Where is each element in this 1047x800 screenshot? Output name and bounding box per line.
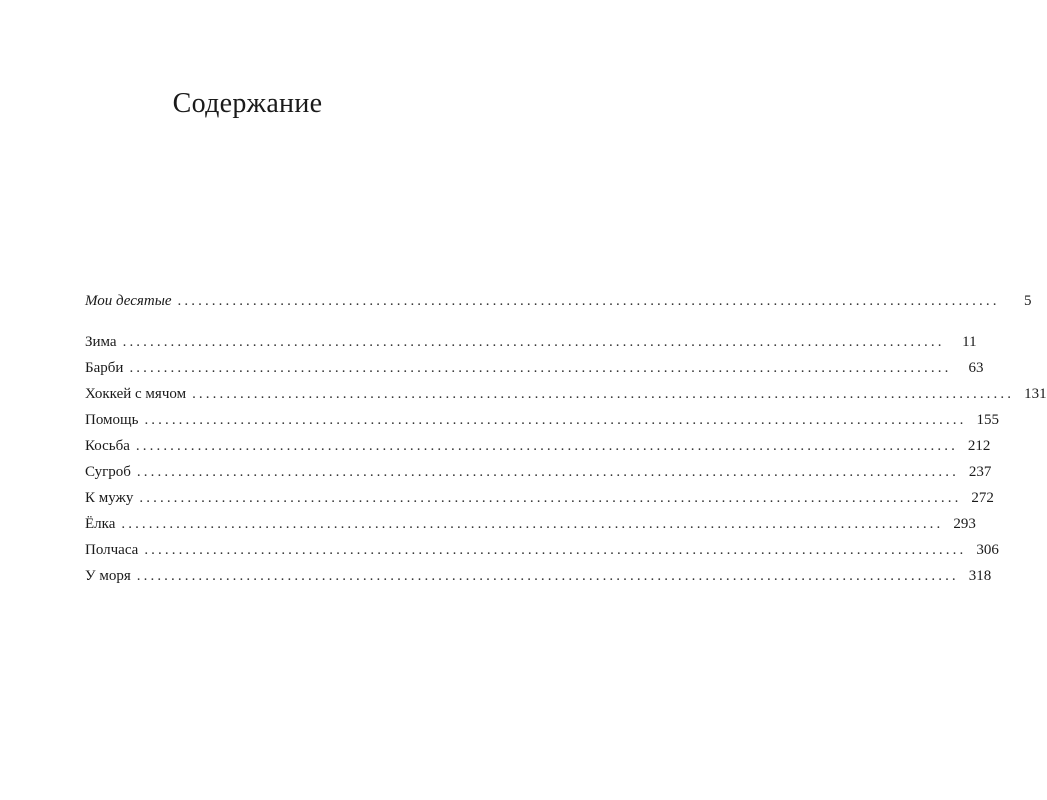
dot-leader: ........................................................................................................................ (136, 568, 959, 584)
toc-entry-page: 63 (968, 360, 984, 376)
table-of-contents (85, 288, 1047, 589)
toc-entry (85, 511, 976, 537)
dot-leader: ........................................................................................................................ (129, 360, 952, 376)
dot-leader: ........................................................................................................................ (177, 293, 1000, 309)
toc-entry-label: Хоккей с мячом (85, 386, 187, 402)
toc-entry (85, 537, 999, 563)
spacer (85, 314, 430, 329)
toc-entry-page: 5 (1024, 293, 1032, 309)
toc-entry-page: 272 (971, 490, 994, 506)
dot-leader: ........................................................................................................................ (136, 464, 959, 480)
toc-entry (85, 407, 999, 433)
toc-entry-label: Мои десятые (85, 293, 172, 309)
toc-entry-label: Барби (85, 360, 124, 376)
toc-entry-page: 237 (968, 464, 992, 480)
toc-entry (85, 329, 977, 355)
toc-entry-label: Сугроб (85, 464, 131, 480)
toc-entry-label: У моря (85, 568, 131, 584)
dot-leader: ........................................................................................................................ (139, 490, 962, 506)
toc-entry (85, 459, 992, 485)
dot-leader: ........................................................................................................................ (192, 386, 1015, 402)
toc-entry-page: 131 (1024, 386, 1047, 402)
toc-entry-label: К мужу (85, 490, 134, 506)
toc-entry-page: 155 (976, 412, 999, 428)
toc-entry-page: 11 (962, 334, 977, 350)
dot-leader: ........................................................................................................................ (135, 438, 958, 454)
dot-leader: ........................................................................................................................ (144, 412, 967, 428)
toc-entry-intro (85, 288, 1032, 314)
toc-entry-label: Ёлка (85, 516, 116, 532)
dot-leader: ........................................................................................................................ (122, 334, 945, 350)
toc-entry-page: 293 (953, 516, 976, 532)
toc-entry (85, 355, 984, 381)
toc-entry (85, 485, 994, 511)
toc-entry (85, 433, 991, 459)
dot-leader: ........................................................................................................................ (121, 516, 944, 532)
toc-entry (85, 563, 992, 589)
page-title: Содержание (172, 88, 323, 119)
toc-entry-page: 318 (968, 568, 992, 584)
toc-entry-label: Косьба (85, 438, 130, 454)
toc-entry-label: Помощь (85, 412, 139, 428)
toc-entry-page: 212 (967, 438, 991, 454)
toc-entry-label: Зима (85, 334, 117, 350)
dot-leader: ........................................................................................................................ (144, 542, 967, 558)
toc-entry-page: 306 (976, 542, 999, 558)
toc-entry (85, 381, 1047, 407)
toc-entry-label: Полчаса (85, 542, 139, 558)
